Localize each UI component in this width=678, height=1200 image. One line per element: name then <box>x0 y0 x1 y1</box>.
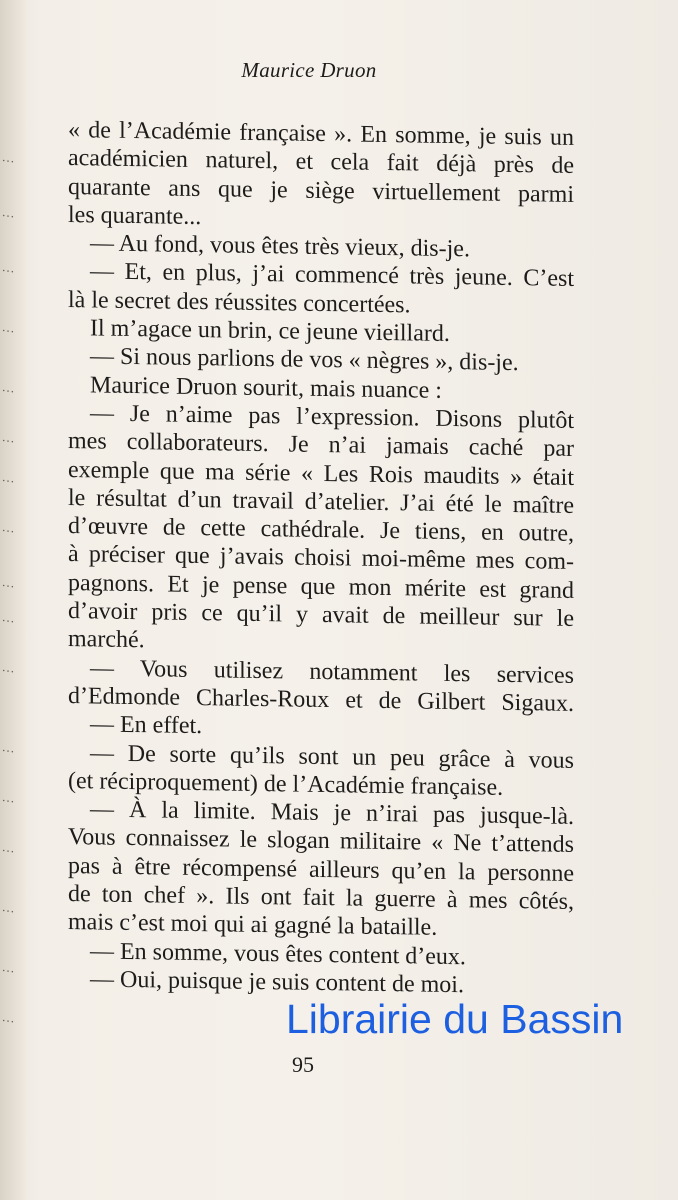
text-line: d’œuvre de cette cathédrale. Je tiens, en outre, <box>68 513 574 548</box>
text-line: — Si nous parlions de vos « nègres », dis-je. <box>90 343 519 377</box>
text-line: — Oui, puisque je suis content de moi. <box>90 966 464 999</box>
facing-page-glyph: … <box>1 378 17 396</box>
text-line: — Vous utilisez notamment les services <box>90 654 574 689</box>
text-line: exemple que ma série « Les Rois maudits » était <box>68 456 574 491</box>
page-number: 95 <box>292 1052 314 1077</box>
facing-page-edge <box>0 0 26 1200</box>
text-line: de ton chef ». Ils ont fait la guerre à mes côtés, <box>68 881 574 915</box>
text-line: Vous connaissez le slogan militaire « Ne t’attends <box>68 824 574 859</box>
facing-page-glyph: … <box>1 608 17 626</box>
text-line: — En effet. <box>90 711 203 740</box>
running-header: Maurice Druon <box>241 58 377 82</box>
text-line: d’Edmonde Charles-Roux et de Gilbert Sigaux. <box>68 682 574 717</box>
text-line: — De sorte qu’ils sont un peu grâce à vous <box>90 739 574 774</box>
text-line: Maurice Druon sourit, mais nuance : <box>90 372 442 404</box>
text-line: — Et, en plus, j’ai commencé très jeune. C’est <box>90 258 574 293</box>
text-line: — Je n’aime pas l’expression. Disons plutôt <box>90 400 574 434</box>
text-line: — Au fond, vous êtes très vieux, dis-je. <box>90 230 470 263</box>
text-line: marché. <box>68 626 145 654</box>
text-line: académicien naturel, et cela fait déjà près de <box>68 145 574 180</box>
text-line: les quarante... <box>68 201 202 230</box>
facing-page-glyph: … <box>1 788 17 806</box>
facing-page-glyph: … <box>1 573 17 591</box>
text-line: quarante ans que je siège virtuellement parmi <box>68 173 574 208</box>
watermark: Librairie du Bassin <box>286 996 624 1042</box>
facing-page-glyph: … <box>1 898 17 916</box>
facing-page-glyph: … <box>1 203 17 221</box>
text-line: — En somme, vous êtes content d’eux. <box>90 937 466 970</box>
text-line: mes collaborateurs. Je n’ai jamais caché par <box>68 428 574 463</box>
text-line: pagnons. Et je pense que mon mérite est grand <box>68 569 574 604</box>
facing-page-glyph: … <box>1 428 17 446</box>
facing-page-glyph: … <box>1 658 17 676</box>
text-line: le résultat d’un travail d’atelier. J’ai été le maître <box>68 484 574 519</box>
text-line: Il m’agace un brin, ce jeune vieillard. <box>90 315 450 348</box>
text-line: à préciser que j’avais choisi moi-même mes com- <box>68 541 574 576</box>
facing-page-glyph: … <box>1 738 17 756</box>
facing-page-glyph: … <box>1 1008 17 1026</box>
facing-page-glyph: … <box>1 518 17 536</box>
facing-page-glyph: … <box>1 148 17 166</box>
text-line: là le secret des réussites concertées. <box>68 286 411 319</box>
text-line: (et réciproquement) de l’Académie française. <box>68 767 504 801</box>
facing-page-glyph: … <box>1 468 17 486</box>
text-line: d’avoir pris ce qu’il y avait de meilleur sur le <box>68 598 574 632</box>
text-line: mais c’est moi qui ai gagné la bataille. <box>68 909 438 942</box>
text-line: pas à être récompensé ailleurs qu’en la personne <box>68 852 574 887</box>
facing-page-glyph: … <box>1 318 17 336</box>
text-line: — À la limite. Mais je n’irai pas jusque-là. <box>90 796 574 831</box>
text-line: « de l’Académie française ». En somme, je suis un <box>68 117 574 151</box>
body-text <box>68 116 574 1001</box>
facing-page-glyph: … <box>1 958 17 976</box>
facing-page-glyph: … <box>1 258 17 276</box>
facing-page-glyph: … <box>1 838 17 856</box>
